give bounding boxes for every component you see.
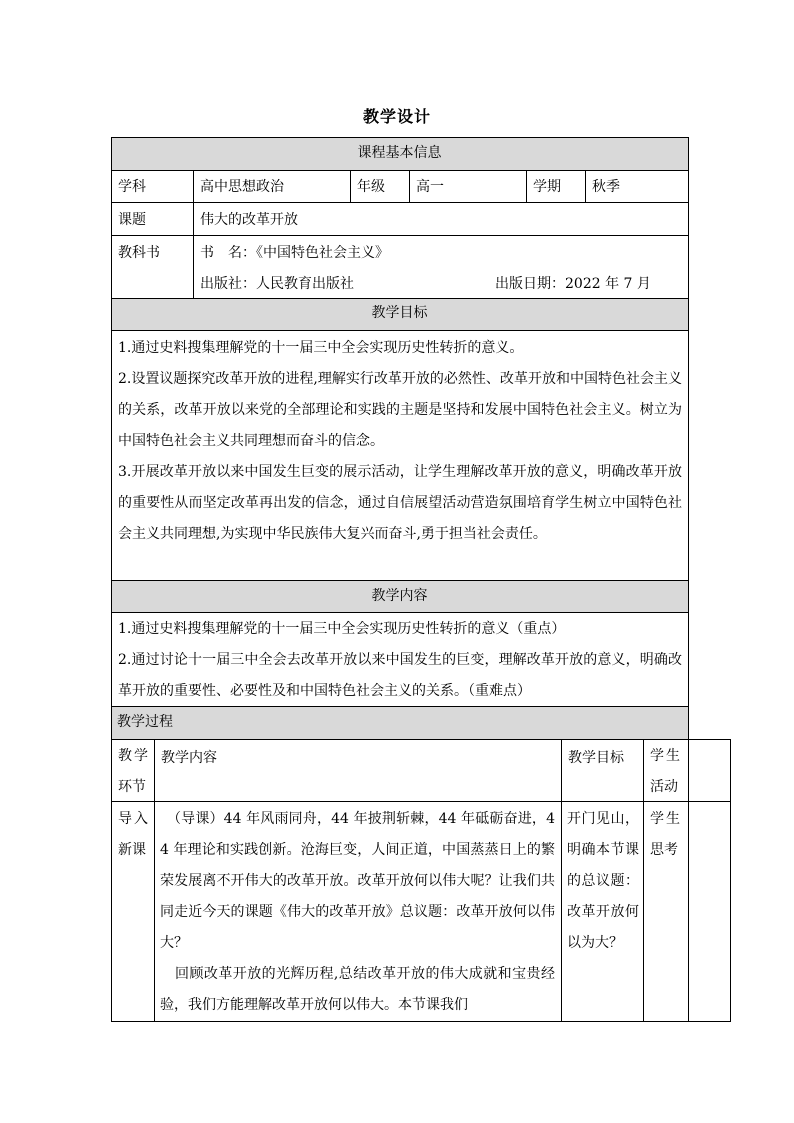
term-value: 秋季: [592, 179, 620, 195]
content-item-2: 2.通过讨论十一届三中全会去改革开放以来中国发生的巨变，理解改革开放的意义，明确改革开放的重要性、必要性及和中国特色社会主义的关系。（重难点）: [118, 652, 682, 699]
content-item-1: 1.通过史料搜集理解党的十一届三中全会实现历史性转折的意义（重点）: [118, 621, 566, 637]
topic-value: 伟大的改革开放: [200, 212, 298, 228]
objectives-header-text: 教学目标: [371, 305, 428, 321]
textbook-name: 书 名：《中国特色社会主义》: [200, 245, 389, 261]
process-header-text: 教学过程: [117, 714, 173, 730]
content-header: [111, 581, 688, 613]
content-header-text: 教学内容: [371, 588, 428, 604]
process-row-goal: 开门见山，明确本节课的总议题：改革开放何以为大？: [567, 811, 639, 951]
process-header: [111, 707, 688, 739]
process-row-activity: 学生思考: [650, 811, 680, 858]
process-row-stage: 导入新课: [118, 811, 148, 858]
objective-item-2: 2.设置议题探究改革开放的进程,理解实行改革开放的必然性、改革开放和中国特色社会主义的关系，改革开放以来党的全部理论和实践的主题是坚持和发展中国特色社会主义。树立为中国特色社会主义共同理想而奋斗的信念。: [118, 371, 682, 449]
process-row-content: [160, 804, 555, 1020]
textbook-label: 教科书: [118, 245, 160, 261]
topic-label: 课题: [118, 212, 146, 228]
textbook-publisher: 出版社：人民教育出版社: [200, 276, 354, 292]
objective-item-1: 1.通过史料搜集理解党的十一届三中全会实现历史性转折的意义。: [118, 340, 524, 356]
grade-label: 年级: [357, 179, 385, 195]
subject-label: 学科: [118, 179, 146, 195]
objectives-header: [111, 298, 688, 330]
process-row-content-p2: 回顾改革开放的光辉历程,总结改革开放的伟大成就和宝贵经验，我们方能理解改革开放何以伟大。本节课我们: [160, 966, 555, 1013]
col-stage-header: 教学环节: [118, 748, 148, 795]
document-title: 教学设计: [362, 107, 431, 126]
basic-info-header: [111, 138, 688, 170]
subject-value: 高中思想政治: [200, 179, 284, 195]
objective-item-3: 3.开展改革开放以来中国发生巨变的展示活动，让学生理解改革开放的意义，明确改革开放的重要性从而坚定改革再出发的信念，通过自信展望活动营造氛围培育学生树立中国特色社会主义共同理想,为实现中华民族伟大复兴而奋斗,勇于担当社会责任。: [118, 464, 682, 542]
col-content-header: 教学内容: [161, 750, 217, 766]
process-row-content-p1: （导课）44 年风雨同舟，44 年披荆斩棘，44 年砥砺奋进，44 年理论和实践创新。沧海巨变，人间正道，中国蒸蒸日上的繁荣发展离不开伟大的改革开放。改革开放何以伟大呢？让我们共同走近今天的课题《伟大的改革开放》总议题：改革开放何以伟大？: [160, 811, 555, 951]
col-activity-header: 学生活动: [650, 748, 680, 795]
grade-value: 高一: [416, 179, 444, 195]
term-label: 学期: [533, 179, 561, 195]
col-goal-header: 教学目标: [568, 750, 624, 766]
basic-info-header-text: 课程基本信息: [357, 145, 442, 161]
textbook-pub-date: 出版日期：2022 年 7 月: [495, 276, 651, 292]
